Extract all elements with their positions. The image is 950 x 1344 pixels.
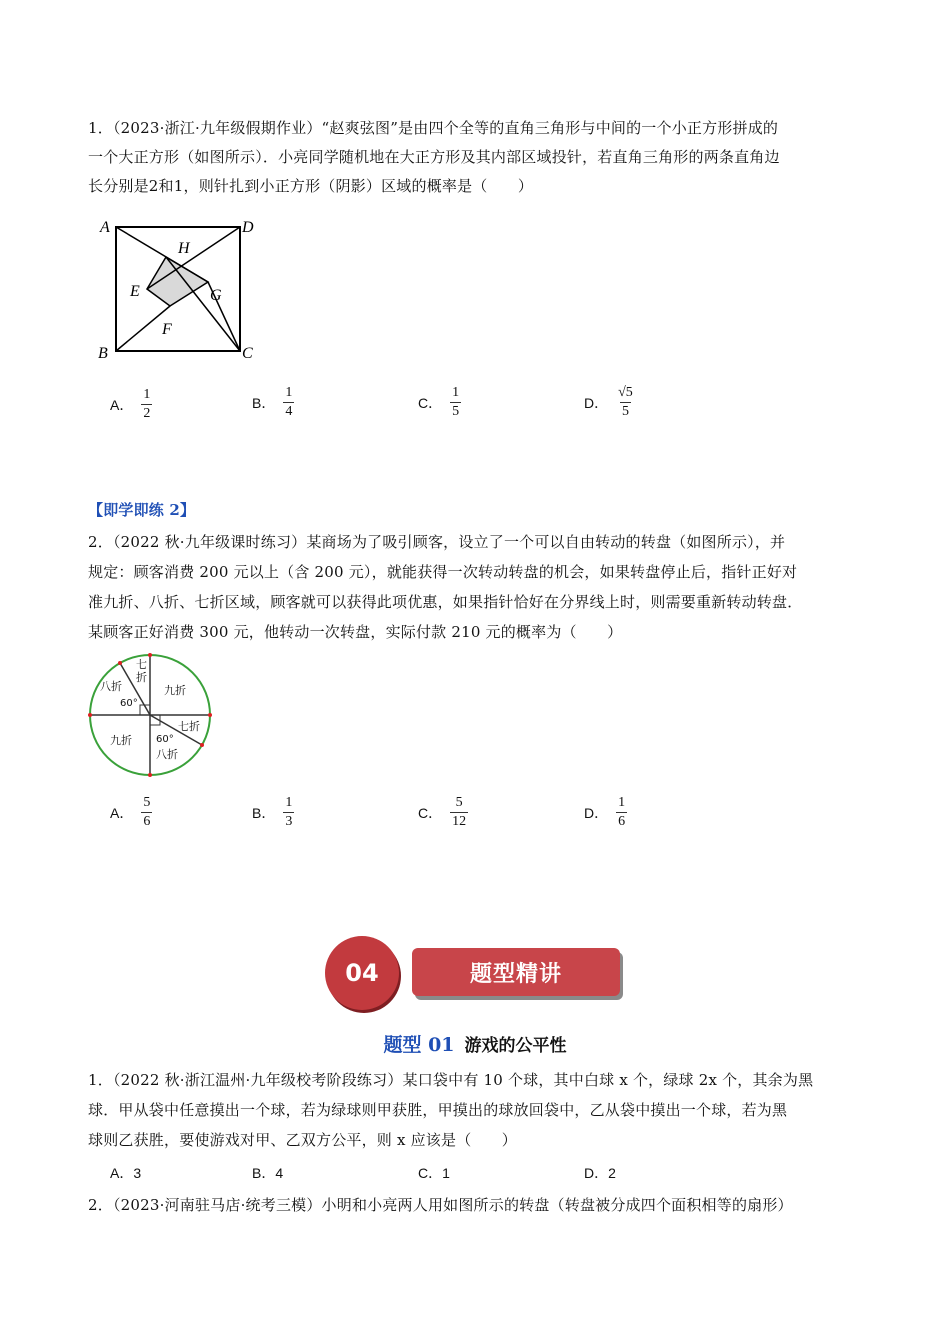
fraction: $\frac{5}{12}$ xyxy=(452,795,467,829)
q2-option-d[interactable]: D． $\frac{1}{6}$ xyxy=(584,795,626,829)
label-seven-right: 七折 xyxy=(178,720,200,733)
label-angle-1: 60° xyxy=(120,698,138,709)
label-G: G xyxy=(210,287,222,304)
q3-option-c[interactable]: C．1 xyxy=(418,1165,450,1181)
discount-wheel xyxy=(86,652,216,778)
section-name: 游戏的公平性 xyxy=(464,1036,567,1056)
label-seven-top-2: 折 xyxy=(136,671,147,684)
label-eight-left: 八折 xyxy=(100,680,122,693)
q2-line2: 规定：顾客消费 200 元以上（含 200 元），就能获得一次转动转盘的机会，如果转盘停止后，指针正好对 xyxy=(88,563,798,581)
label-nine-right: 九折 xyxy=(164,684,186,697)
q3-line1: 1．（2022 秋·浙江温州·九年级校考阶段练习）某口袋中有 10 个球，其中白球 x 个，绿球 2x 个，其余为黑 xyxy=(88,1071,814,1089)
fraction: $\frac{√5}{5}$ xyxy=(618,385,633,419)
q3-line3: 球则乙获胜，要使游戏对甲、乙双方公平，则 x 应该是（ ） xyxy=(88,1131,517,1149)
label-nine-left: 九折 xyxy=(110,734,132,747)
q2-option-b[interactable]: B． $\frac{1}{3}$ xyxy=(252,795,293,829)
fraction: $\frac{1}{4}$ xyxy=(285,385,293,419)
label-angle-2: 60° xyxy=(156,734,174,745)
q1-line2: 一个大正方形（如图所示）．小亮同学随机地在大正方形及其内部区域投针，若直角三角形的两条直角边 xyxy=(88,148,780,166)
fraction: $\frac{1}{2}$ xyxy=(143,387,151,421)
q2-line4: 某顾客正好消费 300 元，他转动一次转盘，实际付款 210 元的概率为（ ） xyxy=(88,623,623,641)
q4-line1: 2．（2023·河南驻马店·统考三模）小明和小亮两人用如图所示的转盘（转盘被分成四个面积相等的扇形） xyxy=(88,1196,793,1214)
label-seven-top-1: 七 xyxy=(136,658,147,671)
q2-option-c[interactable]: C． $\frac{5}{12}$ xyxy=(418,795,467,829)
section-number: 题型 01 xyxy=(383,1034,455,1056)
q1-option-a[interactable]: A． $\frac{1}{2}$ xyxy=(110,387,151,421)
q1-line1: 1．（2023·浙江·九年级假期作业）“赵爽弦图”是由四个全等的直角三角形与中间的一个小正方形拼成的 xyxy=(88,119,779,137)
section-number-badge: 04 xyxy=(325,936,399,1010)
q1-line3: 长分别是2和1，则针扎到小正方形（阴影）区域的概率是（ ） xyxy=(88,177,534,195)
section-banner-title: 题型精讲 xyxy=(412,948,620,996)
fraction: $\frac{1}{5}$ xyxy=(452,385,460,419)
q2-option-a[interactable]: A． $\frac{5}{6}$ xyxy=(110,795,151,829)
label-H: H xyxy=(178,240,190,257)
q3-option-d[interactable]: D．2 xyxy=(584,1165,616,1181)
label-D: D xyxy=(242,219,254,236)
fraction: $\frac{1}{6}$ xyxy=(618,795,626,829)
q1-option-c[interactable]: C． $\frac{1}{5}$ xyxy=(418,385,460,419)
q1-option-d[interactable]: D． $\frac{√5}{5}$ xyxy=(584,385,633,419)
q3-line2: 球．甲从袋中任意摸出一个球，若为绿球则甲获胜，甲摸出的球放回袋中，乙从袋中摸出一个球，若为黑 xyxy=(88,1101,788,1119)
label-A: A xyxy=(100,219,110,236)
q2-line1: 2．（2022 秋·九年级课时练习）某商场为了吸引顾客，设立了一个可以自由转动的转盘（如图所示），并 xyxy=(88,533,786,551)
zhaoshuang-figure xyxy=(92,210,267,365)
q3-option-a[interactable]: A．3 xyxy=(110,1165,142,1181)
label-E: E xyxy=(130,283,140,300)
label-C: C xyxy=(242,345,253,362)
fraction: $\frac{1}{3}$ xyxy=(285,795,293,829)
q3-option-b[interactable]: B．4 xyxy=(252,1165,284,1181)
line-CH xyxy=(166,257,240,351)
practice-heading: 【即学即练 2】 xyxy=(88,501,196,519)
fraction: $\frac{5}{6}$ xyxy=(143,795,151,829)
label-F: F xyxy=(162,321,172,338)
q1-option-b[interactable]: B． $\frac{1}{4}$ xyxy=(252,385,293,419)
label-B: B xyxy=(98,345,108,362)
label-eight-bottom: 八折 xyxy=(156,748,178,761)
section-title xyxy=(0,1030,950,1057)
q2-line3: 准九折、八折、七折区域，顾客就可以获得此项优惠，如果指针恰好在分界线上时，则需要重新转动转盘． xyxy=(88,593,803,611)
